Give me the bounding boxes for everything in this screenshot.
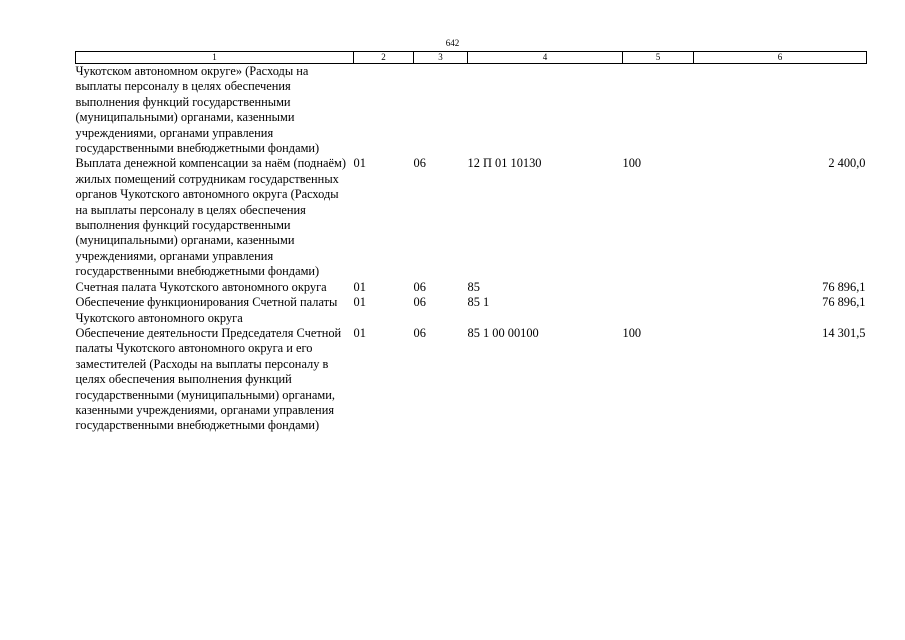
row-subsection: 06 <box>413 156 426 171</box>
table-row <box>76 295 867 326</box>
row-amount: 14 301,5 <box>822 325 866 340</box>
row-subsection: 06 <box>413 295 426 310</box>
column-header-5: 5 <box>623 52 694 64</box>
column-header-3: 3 <box>414 52 468 64</box>
row-section: 01 <box>353 325 366 340</box>
row-name: Чукотском автономном округе» (Расходы на выплаты персоналу в целях обеспечения выполнения функций государственными (муниципальными) органами, казенными учреждениями, органами управления государственными внебюджетными фондами) <box>75 64 320 156</box>
row-expense-type <box>623 295 694 326</box>
row-target: 12 П 01 10130 <box>467 156 542 171</box>
column-header-6: 6 <box>694 52 867 64</box>
page-number: 642 <box>445 38 460 48</box>
table-row <box>76 280 867 295</box>
budget-table-container <box>75 51 866 434</box>
row-target: 85 1 00 00100 <box>467 325 539 340</box>
row-expense-type <box>623 280 694 295</box>
row-name: Выплата денежной компенсации за наём (поднаём) жилых помещений сотрудникам государственных органов Чукотского автономного округа (Расходы на выплаты персоналу в целях обеспечения выполнения функций государственными (муниципальными) органами, казенными учреждениями, органами управления государственными внебюджетными фондами) <box>75 156 346 279</box>
column-header-4: 4 <box>468 52 623 64</box>
row-target: 85 1 <box>467 295 490 310</box>
column-header-2: 2 <box>354 52 414 64</box>
row-subsection: 06 <box>413 279 426 294</box>
budget-table <box>75 51 867 434</box>
row-amount: 2 400,0 <box>828 156 866 171</box>
table-row <box>76 156 867 279</box>
row-section: 01 <box>353 279 366 294</box>
header-row <box>76 52 867 64</box>
row-target: 85 <box>467 279 480 294</box>
row-section <box>354 64 414 157</box>
table-row <box>76 64 867 157</box>
row-name: Счетная палата Чукотского автономного округа <box>75 279 327 294</box>
row-section: 01 <box>353 295 366 310</box>
row-amount: 76 896,1 <box>822 279 866 294</box>
table-body <box>76 64 867 434</box>
table-header <box>76 52 867 64</box>
column-header-1: 1 <box>76 52 354 64</box>
row-target <box>468 64 623 157</box>
row-section: 01 <box>353 156 366 171</box>
row-name: Обеспечение функционирования Счетной палаты Чукотского автономного округа <box>75 295 338 325</box>
row-subsection: 06 <box>413 325 426 340</box>
row-expense-type: 100 <box>622 325 642 340</box>
row-name: Обеспечение деятельности Председателя Счетной палаты Чукотского автономного округа и его заместителей (Расходы на выплаты персоналу в целях обеспечения выполнения функций государственными (муниципальными) органами, казенными учреждениями, органами управления государственными внебюджетными фондами) <box>75 325 342 433</box>
row-expense-type: 100 <box>622 156 642 171</box>
row-subsection <box>414 64 468 157</box>
row-amount: 76 896,1 <box>822 295 866 310</box>
row-amount <box>694 64 867 157</box>
table-row <box>76 326 867 434</box>
row-expense-type <box>623 64 694 157</box>
